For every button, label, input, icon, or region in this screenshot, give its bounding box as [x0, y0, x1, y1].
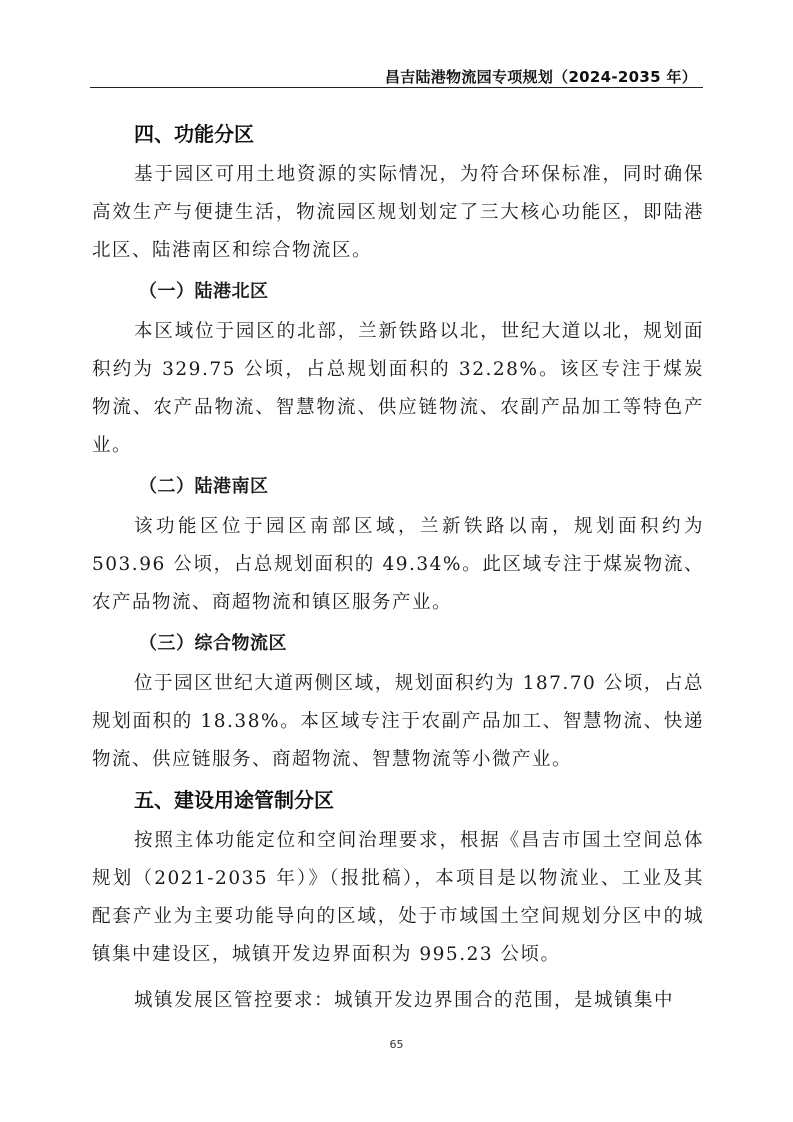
south-zone-paragraph: 该功能区位于园区南部区域，兰新铁路以南，规划面积约为 503.96 公顷，占总规划面积的 49.34%。此区域专注于煤炭物流、农产品物流、商超物流和镇区服务产业。 — [92, 516, 704, 613]
functional-zones-intro-paragraph: 基于园区可用土地资源的实际情况，为符合环保标准，同时确保高效生产与便捷生活，物流园区规划划定了三大核心功能区，即陆港北区、陆港南区和综合物流区。 — [92, 164, 704, 261]
subheading-south-zone: （二）陆港南区 — [139, 476, 269, 497]
paragraph-gap — [92, 974, 704, 982]
page-number: 65 — [389, 1038, 404, 1051]
section-heading-land-use-control: 五、建设用途管制分区 — [134, 788, 334, 812]
land-use-control-paragraph: 按照主体功能定位和空间治理要求，根据《昌吉市国土空间总体规划（2021-2035 年）》（报批稿），本项目是以物流业、工业及其配套产业为主要功能导向的区域，处于市域国土空间规划分区中的城镇集中建设区，城镇开发边界面积为 995.23 公顷。 — [92, 830, 704, 965]
north-zone-paragraph: 本区域位于园区的北部，兰新铁路以北，世纪大道以北，规划面积约为 329.75 公顷，占总规划面积的 32.28%。该区专注于煤炭物流、农产品物流、智慧物流、供应链物流、农副产品加工等特色产业。 — [92, 321, 704, 456]
document-title: 昌吉陆港物流园专项规划（2024-2035 年） — [384, 68, 697, 86]
page-body — [92, 113, 704, 1020]
logistics-zone-paragraph: 位于园区世纪大道两侧区域，规划面积约为 187.70 公顷，占总规划面积的 18.38%。本区域专注于农副产品加工、智慧物流、快递物流、供应链服务、商超物流、智慧物流等小微产业。 — [92, 673, 704, 770]
running-header — [90, 60, 703, 88]
urban-development-control-paragraph: 城镇发展区管控要求：城镇开发边界围合的范围，是城镇集中 — [134, 990, 675, 1011]
subheading-logistics-zone: （三）综合物流区 — [139, 633, 287, 654]
subheading-north-zone: （一）陆港北区 — [139, 281, 269, 302]
section-heading-functional-zones: 四、功能分区 — [134, 122, 254, 146]
